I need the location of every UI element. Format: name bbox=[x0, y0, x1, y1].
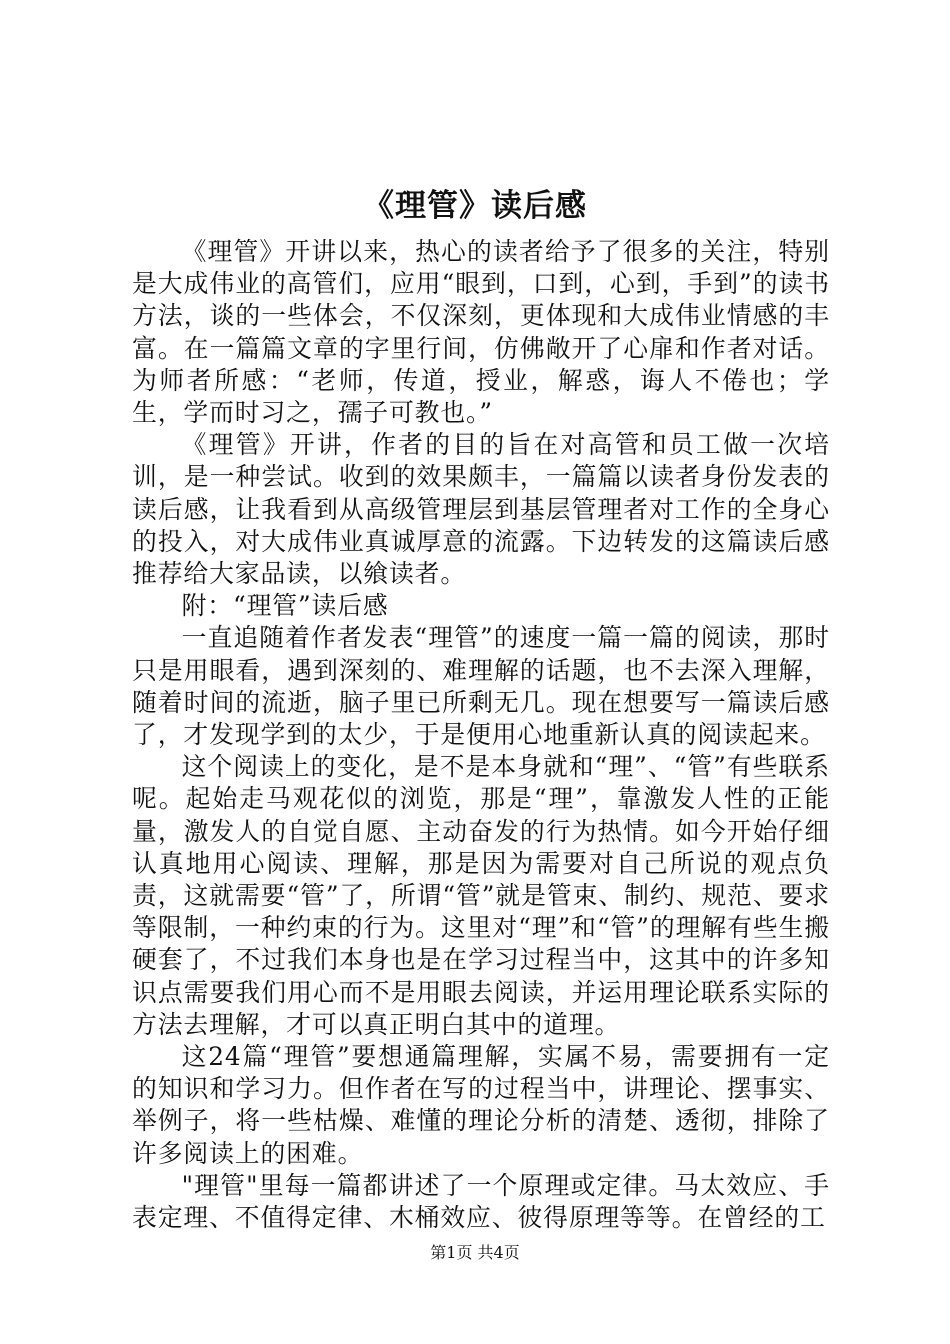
paragraph: "理管"里每一篇都讲述了一个原理或定律。马太效应、手表定理、不值得定律、木桶效应、彼得原理等等。在曾经的工 bbox=[132, 1170, 830, 1233]
document-body bbox=[132, 236, 830, 1234]
page-footer: 第1页 共4页 bbox=[430, 1243, 520, 1262]
paragraph: 《理管》开讲，作者的目的旨在对高管和员工做一次培训，是一种尝试。收到的效果颇丰，一篇篇以读者身份发表的读后感，让我看到从高级管理层到基层管理者对工作的全身心的投入，对大成伟业真诚厚意的流露。下边转发的这篇读后感推荐给大家品读，以飨读者。 bbox=[132, 430, 830, 589]
paragraph: 《理管》开讲以来，热心的读者给予了很多的关注，特别是大成伟业的高管们，应用“眼到，口到，心到，手到”的读书方法，谈的一些体会，不仅深刻，更体现和大成伟业情感的丰富。在一篇篇文章的字里行间，仿佛敞开了心扉和作者对话。为师者所感：“老师，传道，授业，解惑，诲人不倦也；学生，学而时习之，孺子可教也。” bbox=[132, 237, 830, 428]
paragraph: 附：“理管”读后感 bbox=[181, 591, 389, 621]
document-title: 《理管》读后感 bbox=[363, 188, 587, 224]
paragraph: 一直追随着作者发表“理管”的速度一篇一篇的阅读，那时只是用眼看，遇到深刻的、难理解的话题，也不去深入理解，随着时间的流逝，脑子里已所剩无几。现在想要写一篇读后感了，才发现学到的太少，于是便用心地重新认真的阅读起来。 bbox=[132, 623, 830, 750]
paragraph: 这个阅读上的变化，是不是本身就和“理”、“管”有些联系呢。起始走马观花似的浏览，那是“理”，靠激发人性的正能量，激发人的自觉自愿、主动奋发的行为热情。如今开始仔细认真地用心阅读、理解，那是因为需要对自己所说的观点负责，这就需要“管”了，所谓“管”就是管束、制约、规范、要求等限制，一种约束的行为。这里对“理”和“管”的理解有些生搬硬套了，不过我们本身也是在学习过程当中，这其中的许多知识点需要我们用心而不是用眼去阅读，并运用理论联系实际的方法去理解，才可以真正明白其中的道理。 bbox=[132, 752, 830, 1039]
paragraph: 这24篇“理管”要想通篇理解，实属不易，需要拥有一定的知识和学习力。但作者在写的过程当中，讲理论、摆事实、举例子，将一些枯燥、难懂的理论分析的清楚、透彻，排除了许多阅读上的困难。 bbox=[132, 1042, 830, 1168]
